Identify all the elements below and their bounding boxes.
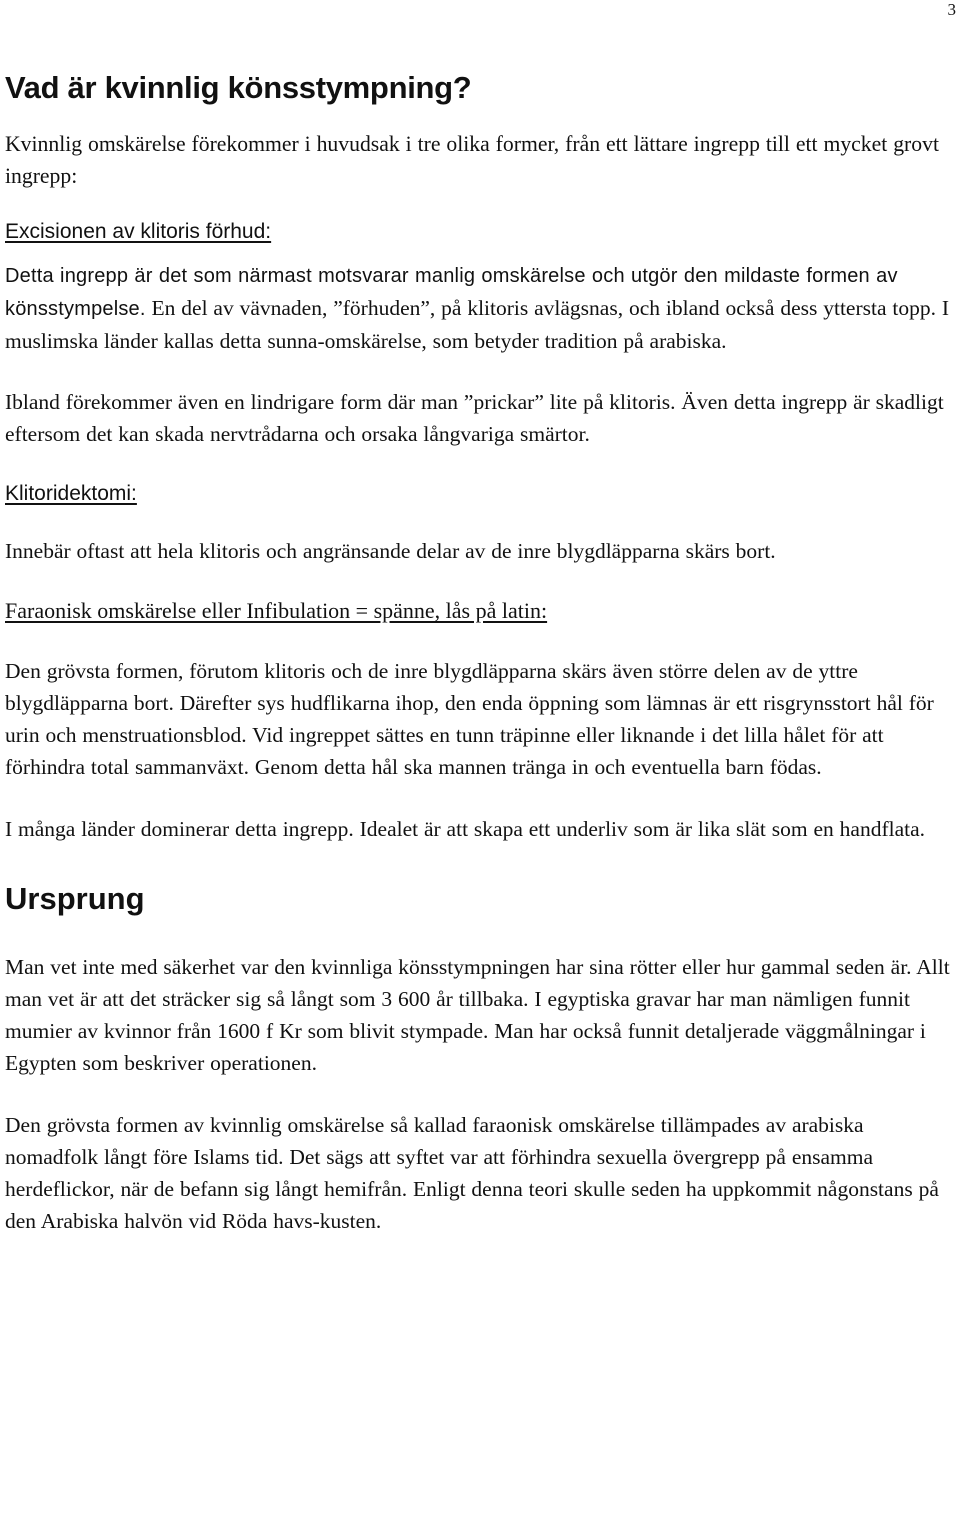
ursprung-paragraph-2: Den grövsta formen av kvinnlig omskärelse så kallad faraonisk omskärelse tillämpades av arabiska nomadfolk långt före Islams tid. Det sägs att syftet var att förhindra sexuella övergrepp på ensamma herdeflickor, när de befann sig långt hemifrån. Enligt denna teori skulle seden ha uppkommit någonstans på den Arabiska halvön vid Röda havs-kusten. (5, 1113, 939, 1233)
faraonisk-paragraph-2: I många länder dominerar detta ingrepp. Idealet är att skapa ett underliv som är lika slät som en handflata. (5, 817, 926, 841)
ursprung-paragraph-1: Man vet inte med säkerhet var den kvinnliga könsstympningen har sina rötter eller hur gammal seden är. Allt man vet är att det sträcker sig så långt som 3 600 år tillbaka. I egyptiska gravar har man nämligen funnit mumier av kvinnor från 1600 f Kr som blivit stympade. Man har också funnit detaljerade väggmålningar i Egypten som beskriver operationen. (5, 955, 950, 1075)
faraonisk-heading: Faraonisk omskärelse eller Infibulation = spänne, lås på latin: (5, 598, 548, 623)
excision-text-3: I muslimska länder kallas detta sunna-omskärelse, som betyder tradition på arabiska. (5, 296, 950, 353)
klitoridektomi-paragraph: Innebär oftast att hela klitoris och angränsande delar av de inre blygdläpparna skärs bort. (5, 539, 776, 563)
excision-paragraph-2: Ibland förekommer även en lindrigare form där man ”prickar” lite på klitoris. Även detta ingrepp är skadligt eftersom det kan skada nervtrådarna och orsaka långvariga smärtor. (5, 390, 944, 446)
excision-paragraph-1 (5, 260, 957, 358)
intro-paragraph: Kvinnlig omskärelse förekommer i huvudsak i tre olika former, från ett lättare ingrepp till ett mycket grovt ingrepp: (5, 132, 939, 188)
page-title: Vad är kvinnlig könsstympning? (5, 70, 472, 105)
faraonisk-paragraph-1: Den grövsta formen, förutom klitoris och de inre blygdläpparna skärs även större delen av de yttre blygdläpparna bort. Därefter sys hudflikarna ihop, den enda öppning som lämnas är ett risgrynsstort hål för urin och menstruationsblod. Vid ingreppet sättes en tunn träpinne eller liknande i det lilla hålet för att förhindra total sammanväxt. Genom detta hål ska mannen tränga in och eventuella barn födas. (5, 659, 934, 779)
ursprung-heading: Ursprung (5, 881, 145, 916)
document-content (5, 68, 957, 1237)
klitoridektomi-heading: Klitoridektomi: (5, 482, 137, 505)
excision-text-1: Detta ingrepp är det som närmast motsvarar manlig omskärelse och utgör den mildaste formen av könsstympelse. (5, 265, 898, 320)
page-number: 3 (947, 0, 956, 19)
excision-text-2: En del av vävnaden, ”förhuden”, på klitoris avlägsnas, och ibland också dess yttersta topp. (145, 296, 936, 320)
excision-heading: Excisionen av klitoris förhud: (5, 220, 272, 243)
